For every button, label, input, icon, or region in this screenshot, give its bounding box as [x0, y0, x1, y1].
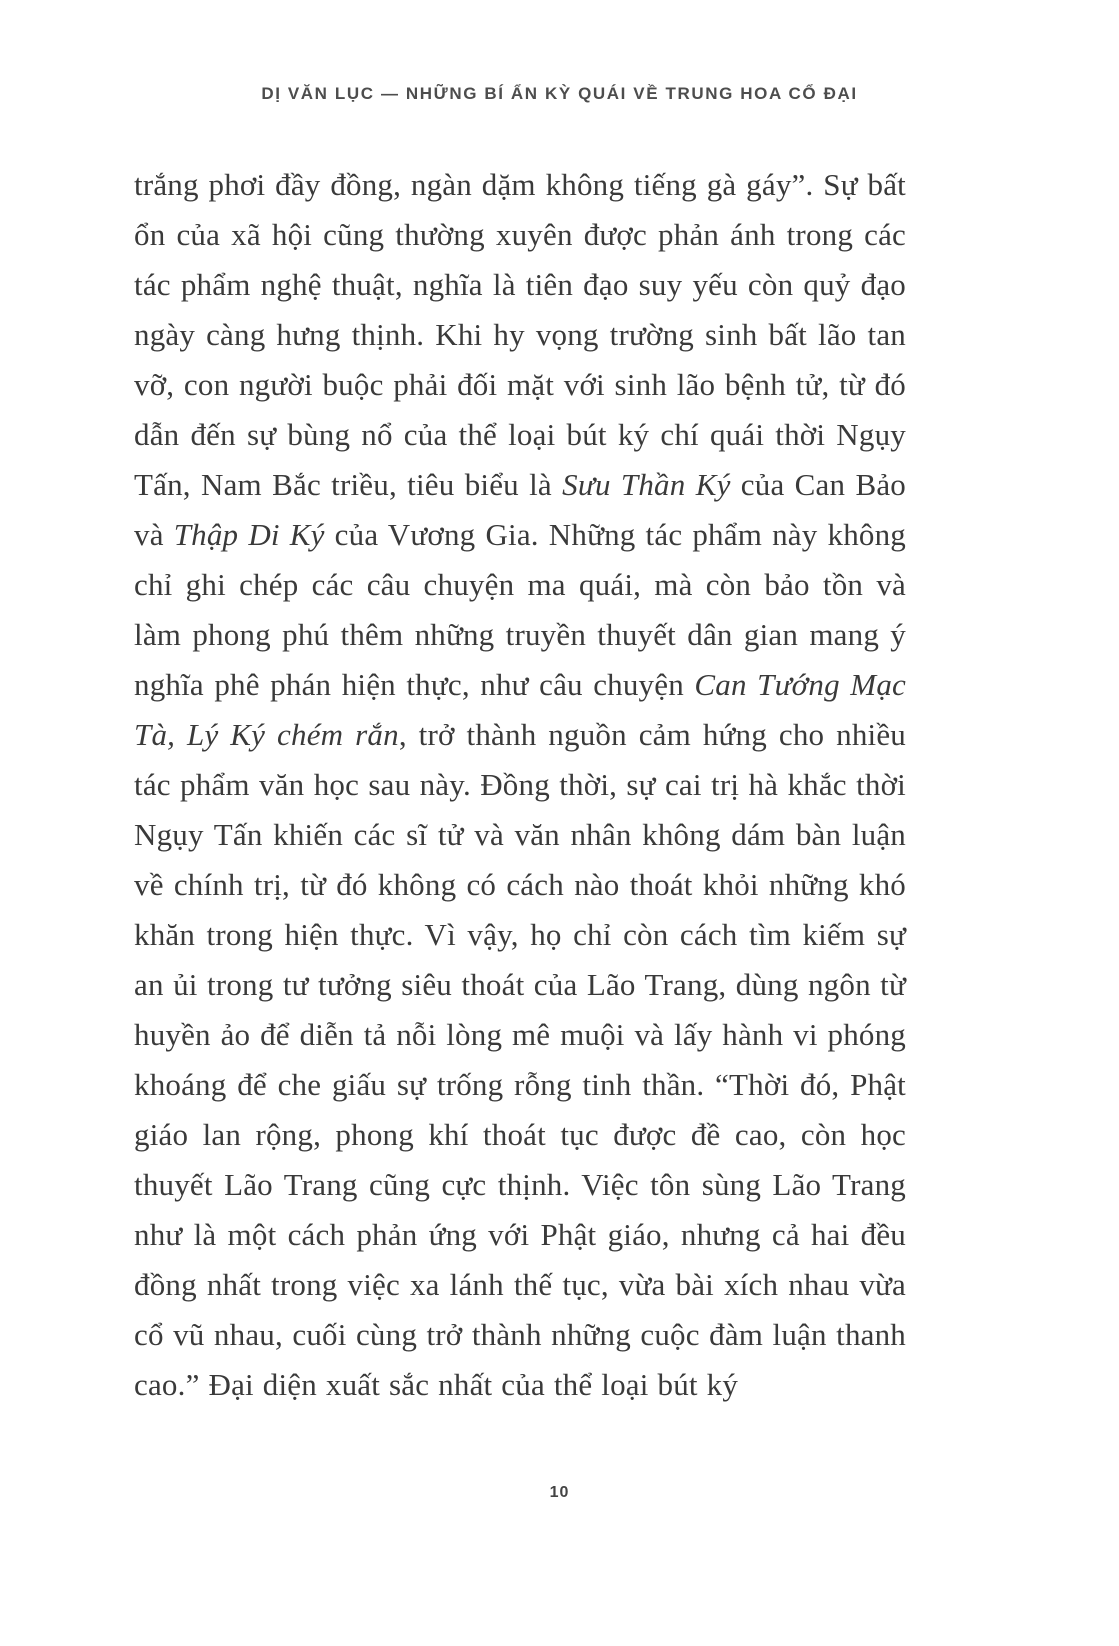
italic-work-title: Sưu Thần Ký: [562, 467, 731, 502]
italic-work-title: Can Tướng Mạc Tà, Lý Ký chém rắn: [134, 667, 906, 752]
running-header: DỊ VĂN LỤC — NHỮNG BÍ ẨN KỲ QUÁI VỀ TRUNG HOA CỔ ĐẠI: [261, 84, 858, 103]
text-segment: của Can Bảo và: [134, 467, 906, 552]
italic-work-title: Thập Di Ký: [173, 517, 325, 552]
text-segment: trắng phơi đầy đồng, ngàn dặm không tiếng gà gáy”. Sự bất ổn của xã hội cũng thường xuyên được phản ánh trong các tác phẩm nghệ thuật, nghĩa là tiên đạo suy yếu còn quỷ đạo ngày càng hưng thịnh. Khi hy vọng trường sinh bất lão tan vỡ, con người buộc phải đối mặt với sinh lão bệnh tử, từ đó dẫn đến sự bùng nổ của thể loại bút ký chí quái thời Ngụy Tấn, Nam Bắc triều, tiêu biểu là: [134, 167, 906, 502]
text-segment: , trở thành nguồn cảm hứng cho nhiều tác phẩm văn học sau này. Đồng thời, sự cai trị hà khắc thời Ngụy Tấn khiến các sĩ tử và văn nhân không dám bàn luận về chính trị, từ đó không có cách nào thoát khỏi những khó khăn trong hiện thực. Vì vậy, họ chỉ còn cách tìm kiếm sự an ủi trong tư tưởng siêu thoát của Lão Trang, dùng ngôn từ huyền ảo để diễn tả nỗi lòng mê muội và lấy hành vi phóng khoáng để che giấu sự trống rỗng tinh thần. “Thời đó, Phật giáo lan rộng, phong khí thoát tục được đề cao, còn học thuyết Lão Trang cũng cực thịnh. Việc tôn sùng Lão Trang như là một cách phản ứng với Phật giáo, nhưng cả hai đều đồng nhất trong việc xa lánh thế tục, vừa bài xích nhau vừa cổ vũ nhau, cuối cùng trở thành những cuộc đàm luận thanh cao.” Đại diện xuất sắc nhất của thể loại bút ký: [134, 717, 906, 1402]
text-segment: của Vương Gia. Những tác phẩm này không chỉ ghi chép các câu chuyện ma quái, mà còn bảo tồn và làm phong phú thêm những truyền thuyết dân gian mang ý nghĩa phê phán hiện thực, như câu chuyện: [134, 517, 906, 702]
page-number: 10: [549, 1484, 570, 1501]
body-paragraph: [134, 160, 906, 1410]
